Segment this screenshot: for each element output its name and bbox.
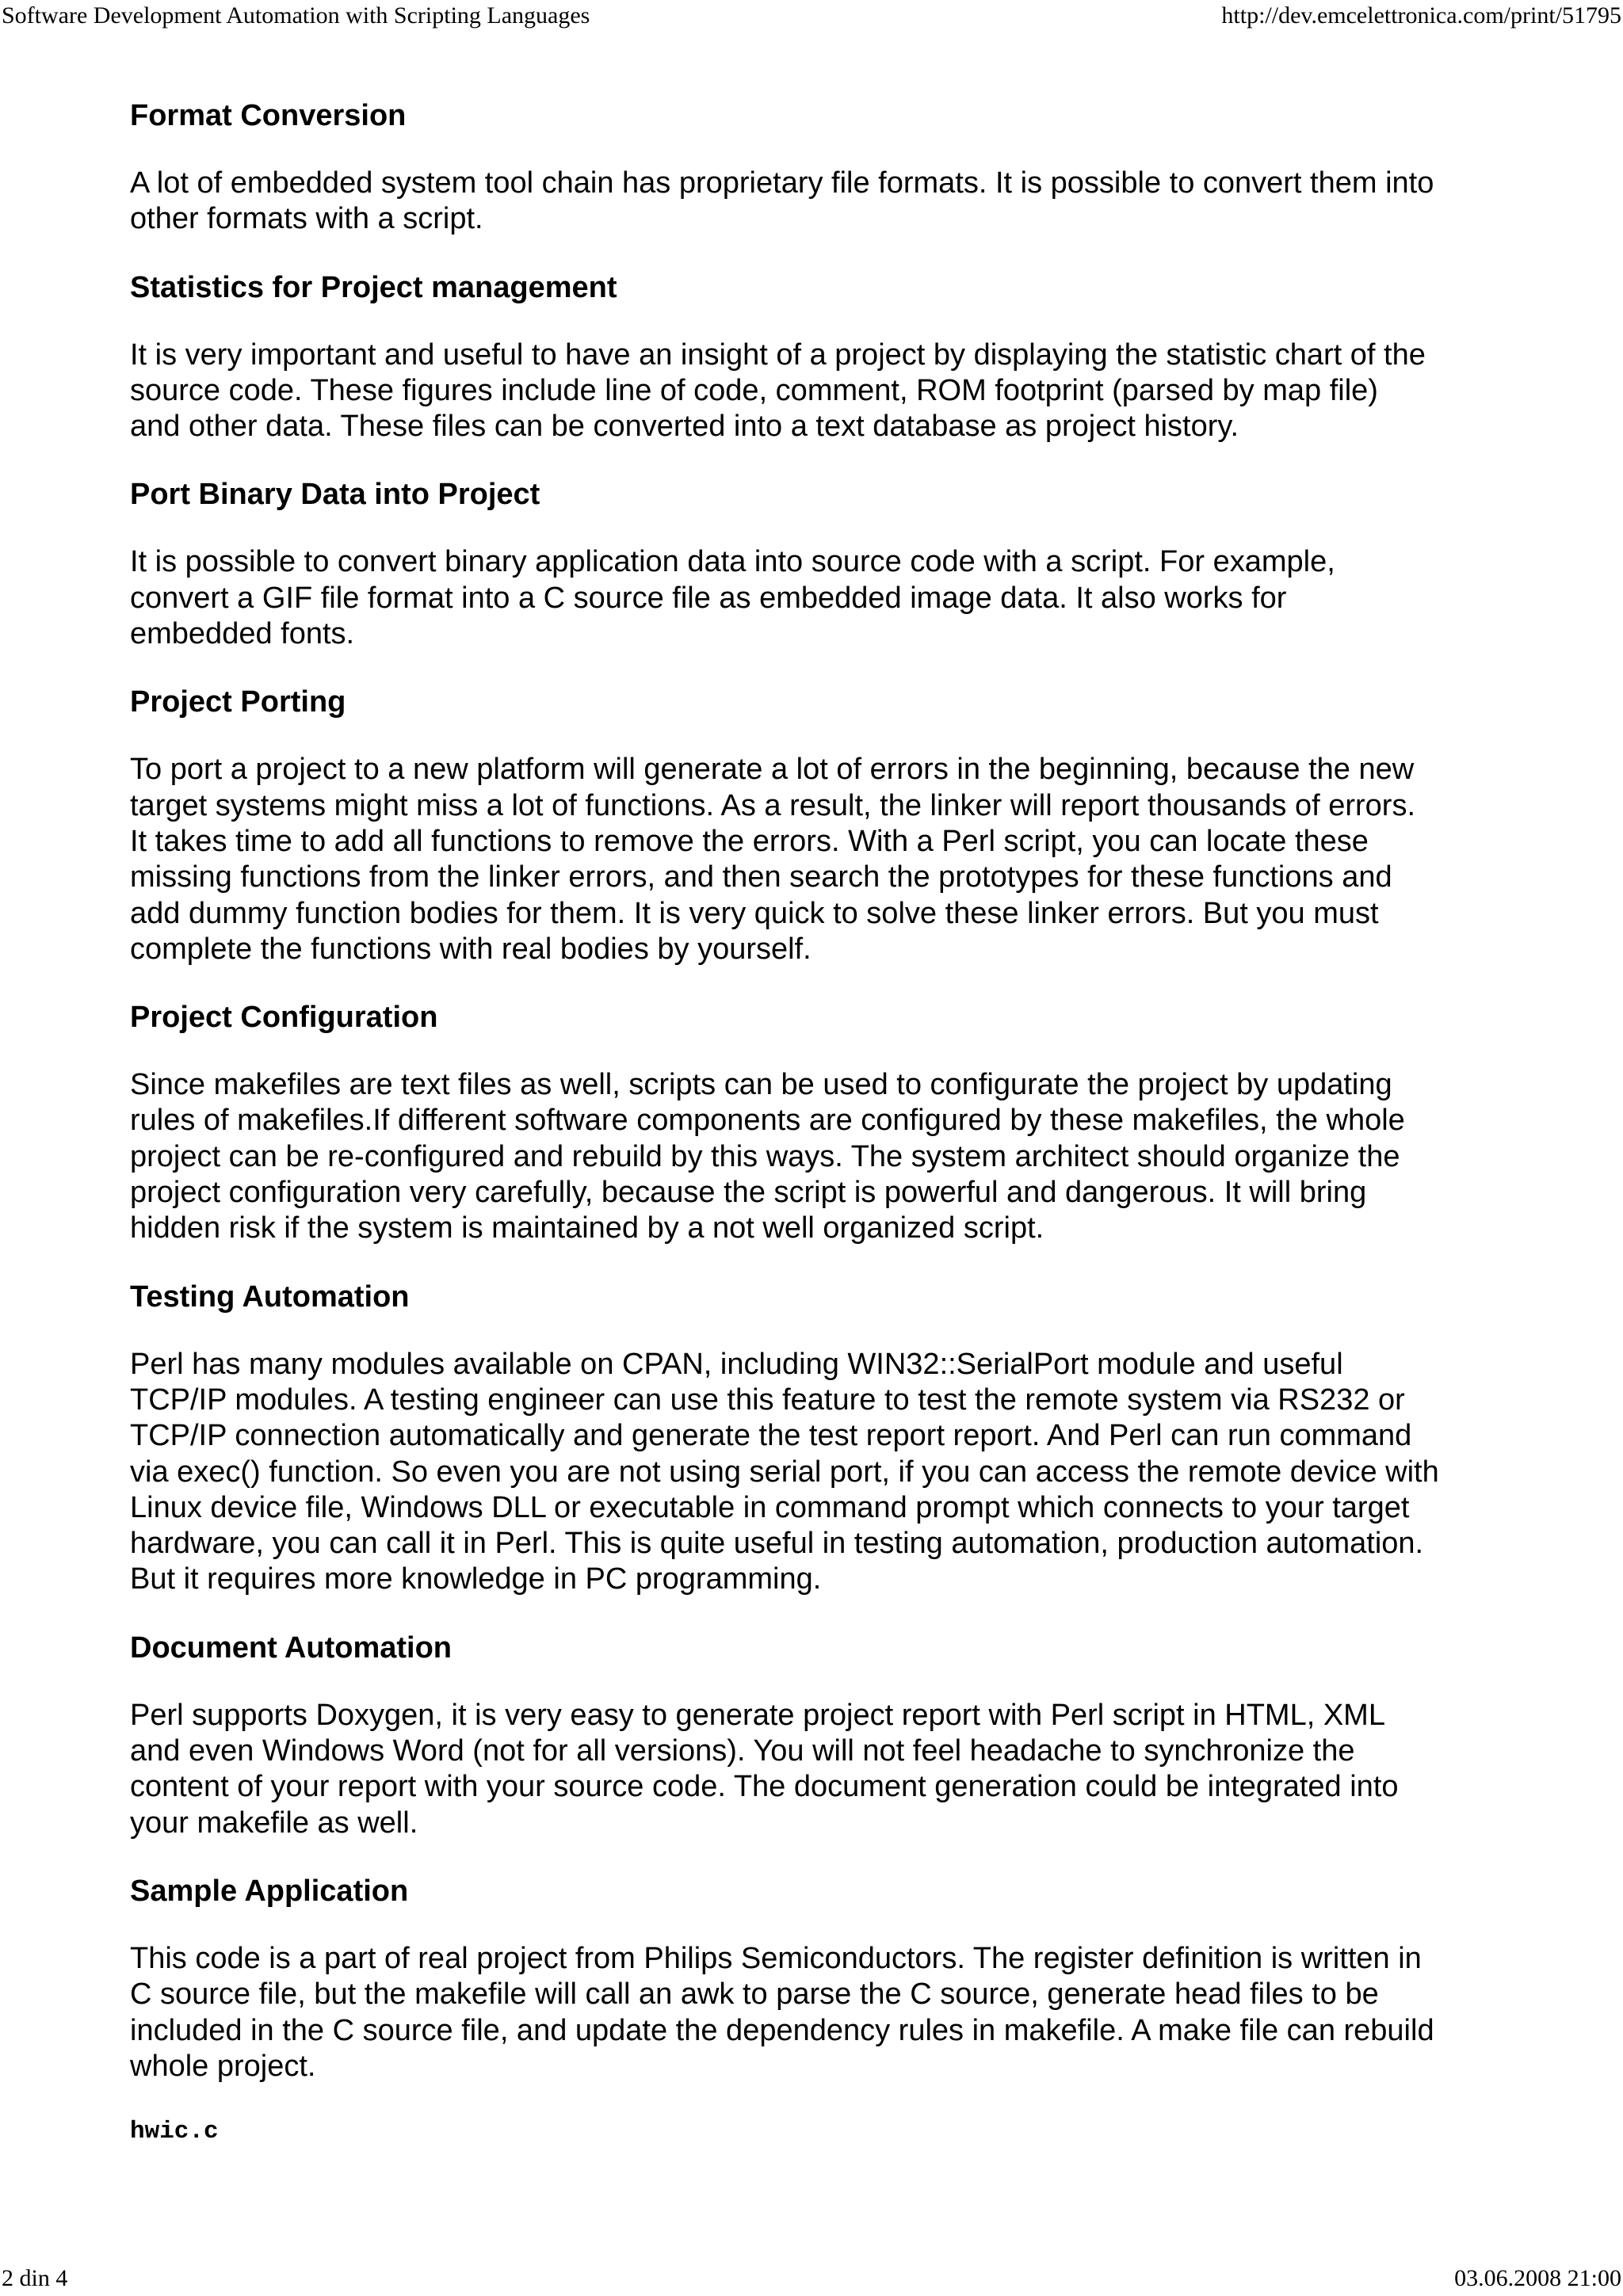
document-title: Software Development Automation with Scripting Languages [2, 2, 590, 29]
section-heading: Testing Automation [130, 1280, 410, 1314]
section-port-binary-data [130, 476, 1509, 652]
section-heading: Project Porting [130, 685, 346, 719]
section-heading: Document Automation [130, 1630, 453, 1665]
section-document-automation [130, 1630, 1509, 1841]
section-heading: Project Configuration [130, 1001, 438, 1035]
section-sample-application [130, 1873, 1509, 2084]
section-body: Perl supports Doxygen, it is very easy to generate project report with Perl script in HTML, XML and even Windows Word (not for all versions). You will not feel headache to synchronize the content of your report with your source code. The document generation could be integrated into your makefile as well. [130, 1698, 1399, 1840]
print-datetime: 03.06.2008 21:00 [1454, 2265, 1621, 2291]
print-header [0, 0, 1623, 32]
code-filename: hwic.c [130, 2118, 219, 2146]
section-heading: Statistics for Project management [130, 270, 617, 304]
page-number: 2 din 4 [2, 2265, 68, 2291]
section-body: This code is a part of real project from Philips Semiconductors. The register definition is written in C source file, but the makefile will call an awk to parse the C source, generate head files to be included in the C source file, and update the dependency rules in makefile. A make file can rebuild whole project. [130, 1941, 1434, 2083]
section-heading: Format Conversion [130, 99, 407, 132]
section-body: It is possible to convert binary application data into source code with a script. For example, convert a GIF file format into a C source file as embedded image data. It also works for embedded fonts. [130, 545, 1335, 651]
section-body: It is very important and useful to have an insight of a project by displaying the statistic chart of the source code. These figures include line of code, comment, ROM footprint (parsed by map file) and other data. These files can be converted into a text database as project history. [130, 338, 1426, 444]
section-project-porting [130, 684, 1509, 967]
section-body: To port a project to a new platform will generate a lot of errors in the beginning, because the new target systems might miss a lot of functions. As a result, the linker will report thousands of errors. It takes time to add all functions to remove the errors. With a Perl script, you can locate these missing functions from the linker errors, and then search the prototypes for these functions and add dummy function bodies for them. It is very quick to solve these linker errors. But you must complete the functions with real bodies by yourself. [130, 753, 1415, 966]
section-statistics [130, 269, 1509, 445]
section-format-conversion [130, 97, 1509, 238]
section-body: Perl has many modules available on CPAN, including WIN32::SerialPort module and useful TCP/IP modules. A testing engineer can use this feature to test the remote system via RS232 or TCP/IP connection automatically and generate the test report report. And Perl can run command via exec() function. So even you are not using serial port, if you can access the remote device with Linux device file, Windows DLL or executable in command prompt which connects to your target hardware, you can call it in Perl. This is quite useful in testing automation, production automation. But it requires more knowledge in PC programming. [130, 1347, 1439, 1596]
section-heading: Port Binary Data into Project [130, 478, 540, 512]
section-testing-automation [130, 1279, 1509, 1598]
article-content [130, 97, 1509, 2148]
document-url: http://dev.emcelettronica.com/print/51795 [1221, 2, 1621, 29]
section-body: A lot of embedded system tool chain has proprietary file formats. It is possible to convert them into other formats with a script. [130, 166, 1434, 236]
section-project-configuration [130, 999, 1509, 1246]
section-heading: Sample Application [130, 1874, 409, 1908]
print-footer [0, 2263, 1623, 2294]
section-body: Since makefiles are text files as well, scripts can be used to configurate the project by updating rules of makefiles.If different software components are configured by these makefiles, the whole project can be re-configured and rebuild by this ways. The system architect should organize the project configuration very carefully, because the script is powerful and dangerous. It will bring hidden risk if the system is maintained by a not well organized script. [130, 1068, 1405, 1245]
